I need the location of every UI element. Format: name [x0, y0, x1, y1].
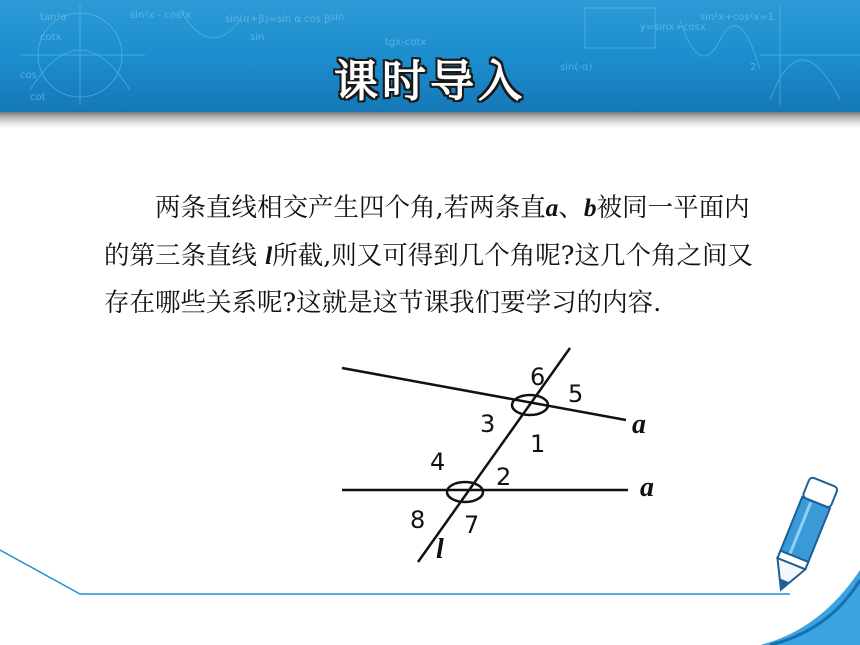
- text-segment: 被同一平面内的第三条直线: [104, 193, 750, 271]
- angle-label-4: 1: [530, 430, 546, 458]
- formula-text: sin²x+cos²x=1: [700, 12, 775, 23]
- variable-l: l: [265, 241, 273, 270]
- formula-text: 2: [750, 62, 757, 73]
- deco-diagonal-line: [0, 550, 80, 594]
- formula-text: cot: [30, 92, 46, 103]
- formula-text: sin(-α): [560, 62, 593, 73]
- formula-text: sin: [330, 12, 345, 23]
- angle-label-6: 2: [496, 463, 512, 491]
- angle-label-7: 8: [410, 506, 426, 534]
- angle-arc-bottom: [447, 482, 483, 502]
- text-segment: 所截,则又可得到几个角呢?这几个角之间又存在哪些关系呢?这就是这节课我们要学习的内容.: [104, 241, 753, 318]
- text-separator: 、: [558, 193, 584, 223]
- text-segment: 两条直线相交产生四个角,若两条直: [155, 193, 546, 223]
- page-title: 课时导入: [334, 56, 526, 107]
- formula-text: cotx: [40, 32, 62, 43]
- header-divider: [0, 112, 860, 128]
- formula-text: sin(α+β)=sin α cos β: [225, 14, 331, 25]
- formula-text: cos: [20, 70, 37, 81]
- angle-label-2: 5: [568, 380, 584, 408]
- line-label-a-bottom: a: [640, 472, 654, 503]
- formula-text: tgx-cotx: [385, 37, 427, 48]
- variable-b: b: [583, 193, 597, 222]
- variable-a: a: [545, 193, 559, 222]
- pencil-icon: [758, 470, 848, 600]
- formula-text: tan²α: [40, 12, 67, 23]
- paragraph-text: [104, 184, 754, 327]
- bottom-decoration: [0, 520, 860, 645]
- header-banner: [0, 0, 860, 112]
- angle-label-1: 6: [530, 363, 546, 391]
- formula-text: sin²x - cos²x: [130, 10, 191, 21]
- formula-text: y=sinx+cosx: [640, 22, 706, 33]
- line-label-l: l: [436, 534, 444, 565]
- line-label-a-top: a: [632, 409, 646, 440]
- angle-label-8: 7: [464, 511, 480, 539]
- intro-paragraph: [104, 184, 754, 327]
- formula-text: sin: [250, 32, 265, 43]
- angle-label-5: 4: [430, 448, 446, 476]
- angle-label-3: 3: [480, 410, 496, 438]
